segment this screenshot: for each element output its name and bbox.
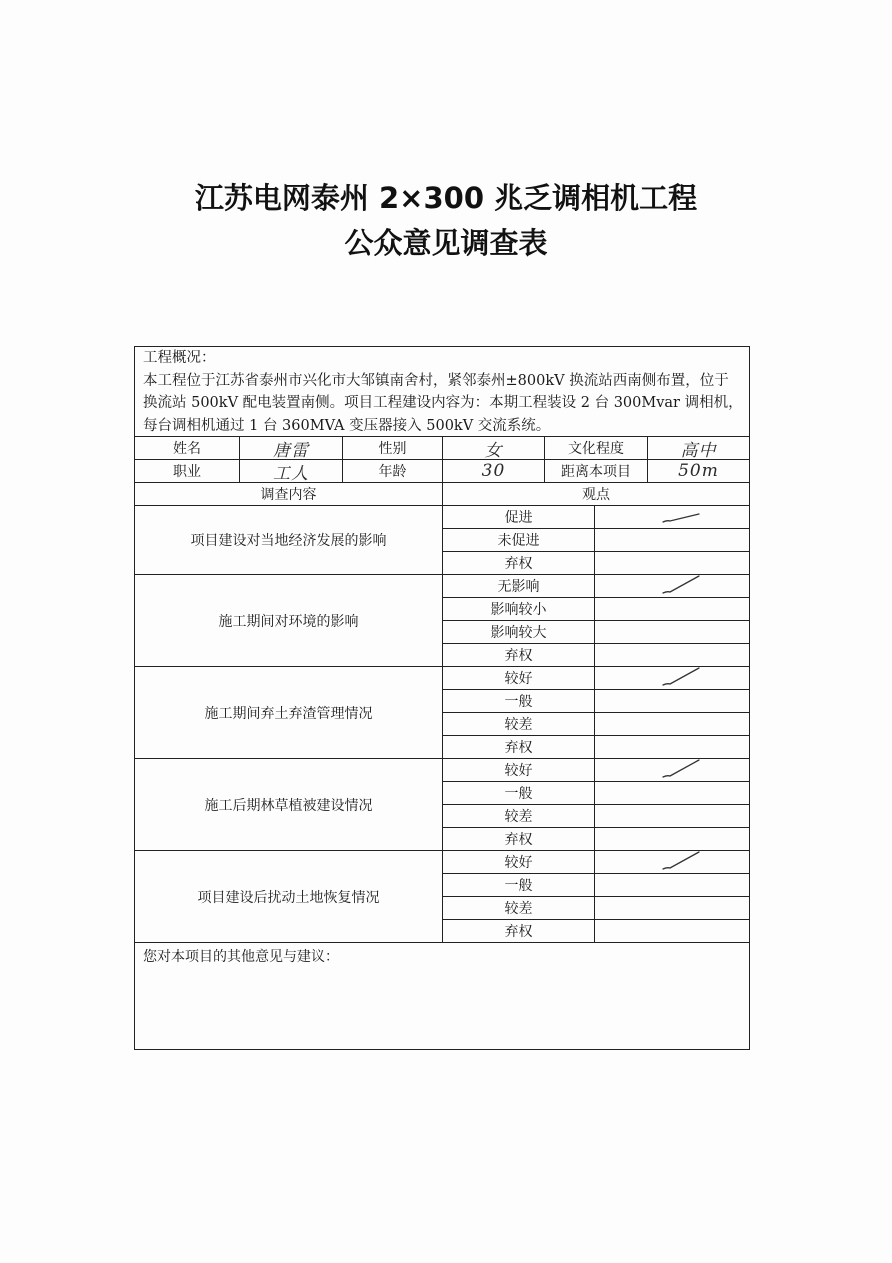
- section-4-option-1-mark-cell: [595, 759, 750, 782]
- check-mark-icon: [661, 847, 703, 873]
- opinion-header: 观点: [443, 483, 750, 506]
- check-mark-icon: [661, 755, 703, 781]
- occupation-label: 职业: [135, 460, 240, 483]
- survey-content-header: 调查内容: [135, 483, 443, 506]
- education-value: 高中: [648, 437, 750, 460]
- section-5-option-3: 较差: [443, 897, 595, 920]
- section-5-option-2: 一般: [443, 874, 595, 897]
- comments-label: 您对本项目的其他意见与建议：: [143, 949, 339, 965]
- name-value: 唐雷: [240, 437, 343, 460]
- section-5-option-1-mark-cell: [595, 851, 750, 874]
- project-overview: [135, 347, 750, 437]
- occupation-value: 工人: [240, 460, 343, 483]
- section-3-option-3: 较差: [443, 713, 595, 736]
- section-1-option-2: 未促进: [443, 529, 595, 552]
- section-4-option-3-mark-cell: [595, 805, 750, 828]
- section-4-option-2: 一般: [443, 782, 595, 805]
- section-4-option-2-mark-cell: [595, 782, 750, 805]
- check-mark-icon: [661, 571, 703, 597]
- section-5-question: 项目建设后扰动土地恢复情况: [135, 851, 443, 943]
- education-label: 文化程度: [545, 437, 648, 460]
- section-1-option-2-mark-cell: [595, 529, 750, 552]
- overview-line-3: 每台调相机通过 1 台 360MVA 变压器接入 500kV 交流系统。: [143, 417, 551, 434]
- section-2-option-3-mark-cell: [595, 621, 750, 644]
- form-title-line-1: 江苏电网泰州 2×300 兆乏调相机工程: [194, 181, 698, 215]
- section-3-option-4: 弃权: [443, 736, 595, 759]
- section-1-option-3: 弃权: [443, 552, 595, 575]
- section-3-question: 施工期间弃土弃渣管理情况: [135, 667, 443, 759]
- overview-line-2: 换流站 500kV 配电装置南侧。项目工程建设内容为：本期工程装设 2 台 300Mvar 调相机，: [143, 395, 743, 412]
- overview-label: 工程概况：: [143, 350, 216, 366]
- section-2-option-2-mark-cell: [595, 598, 750, 621]
- section-1-question: 项目建设对当地经济发展的影响: [135, 506, 443, 575]
- section-4-option-1: 较好: [443, 759, 595, 782]
- section-1-option-1-mark-cell: [595, 506, 750, 529]
- section-2-option-2: 影响较小: [443, 598, 595, 621]
- form-title-line-2: 公众意见调查表: [344, 226, 548, 260]
- section-3-option-1-mark-cell: [595, 667, 750, 690]
- section-2-option-1-mark-cell: [595, 575, 750, 598]
- section-3-option-2-mark-cell: [595, 690, 750, 713]
- age-label: 年龄: [343, 460, 443, 483]
- check-mark-icon: [661, 663, 703, 689]
- section-2-option-1: 无影响: [443, 575, 595, 598]
- distance-label: 距离本项目: [545, 460, 648, 483]
- section-5-option-1: 较好: [443, 851, 595, 874]
- section-5-option-4: 弃权: [443, 920, 595, 943]
- section-2-option-3: 影响较大: [443, 621, 595, 644]
- section-2-question: 施工期间对环境的影响: [135, 575, 443, 667]
- survey-table: [134, 346, 750, 1050]
- overview-line-1: 本工程位于江苏省泰州市兴化市大邹镇南舍村，紧邻泰州±800kV 换流站西南侧布置，位于: [143, 372, 729, 389]
- distance-value: 50m: [648, 460, 750, 483]
- section-3-option-3-mark-cell: [595, 713, 750, 736]
- section-5-option-3-mark-cell: [595, 897, 750, 920]
- name-label: 姓名: [135, 437, 240, 460]
- section-3-option-1: 较好: [443, 667, 595, 690]
- gender-value: 女: [443, 437, 545, 460]
- section-5-option-2-mark-cell: [595, 874, 750, 897]
- form-title: [0, 176, 892, 266]
- section-3-option-2: 一般: [443, 690, 595, 713]
- section-5-option-4-mark-cell: [595, 920, 750, 943]
- section-1-option-1: 促进: [443, 506, 595, 529]
- section-4-question: 施工后期林草植被建设情况: [135, 759, 443, 851]
- section-2-option-4: 弃权: [443, 644, 595, 667]
- age-value: 30: [443, 460, 545, 483]
- gender-label: 性别: [343, 437, 443, 460]
- check-mark-icon: [661, 502, 703, 528]
- comments-box: [135, 943, 750, 1050]
- section-4-option-4: 弃权: [443, 828, 595, 851]
- section-4-option-3: 较差: [443, 805, 595, 828]
